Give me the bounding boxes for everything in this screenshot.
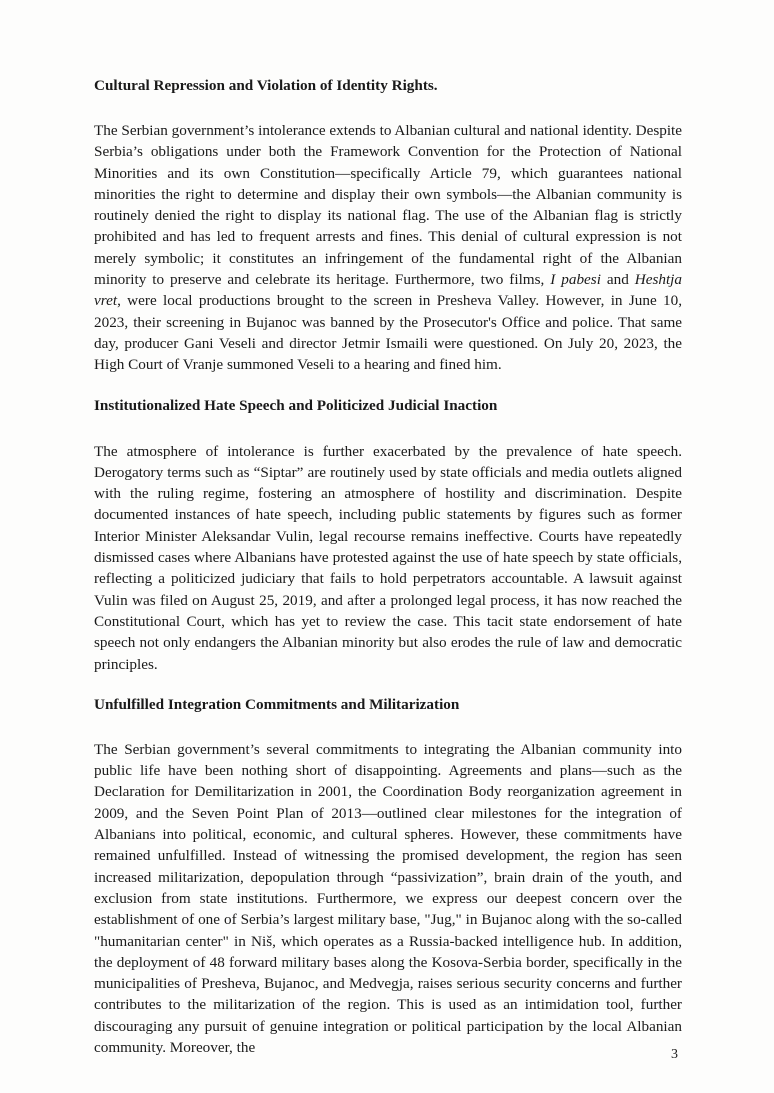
section-paragraph-cultural-repression [94,120,682,376]
section-heading-cultural-repression: Cultural Repression and Violation of Identity Rights. [94,77,438,94]
section-heading-hate-speech: Institutionalized Hate Speech and Politicized Judicial Inaction [94,396,498,414]
page-number: 3 [671,1047,678,1062]
film-title-i-pabesi: I pabesi [550,271,601,289]
page-content [94,72,682,1058]
film-title-heshtja-vret: Heshtja vret [94,271,682,310]
paragraph-text: and [600,271,635,289]
section-paragraph-hate-speech: The atmosphere of intolerance is further exacerbated by the prevalence of hate speech. Derogatory terms such as “Siptar” are routinely used by state officials and media outlets aligned with the ruling regime, fostering an atmosphere of hostility and discrimination. Despite documented instances of hate speech, including public statements by figures such as former Interior Minister Aleksandar Vulin, legal recourse remains ineffective. Courts have repeatedly dismissed cases where Albanians have protested against the use of hate speech by state officials, reflecting a politicized judiciary that fails to hold perpetrators accountable. A lawsuit against Vulin was filed on August 25, 2019, and after a prolonged legal process, it has now reached the Constitutional Court, which has yet to review the case. This tacit state endorsement of hate speech not only endangers the Albanian minority but also erodes the rule of law and democratic principles. [94,442,682,673]
section-paragraph-integration-militarization: The Serbian government’s several commitments to integrating the Albanian community into public life have been nothing short of disappointing. Agreements and plans—such as the Declaration for Demilitarization in 2001, the Coordination Body reorganization agreement in 2009, and the Seven Point Plan of 2013—outlined clear milestones for the integration of Albanians into political, economic, and cultural spheres. However, these commitments have remained unfulfilled. Instead of witnessing the promised development, the region has seen increased militarization, depopulation through “passivization”, brain drain of the youth, and exclusion from state institutions. Furthermore, we express our deepest concern over the establishment of one of Serbia’s largest military base, "Jug," in Bujanoc along with the so-called "humanitarian center" in Niš, which operates as a Russia-backed intelligence hub. In addition, the deployment of 48 forward military bases along the Kosova-Serbia border, specifically in the municipalities of Presheva, Bujanoc, and Medvegja, raises serious security concerns and further contributes to the militarization of the region. This is used as an intimidation tool, further discouraging any pursuit of genuine integration or political participation by the local Albanian community. Moreover, the [94,740,682,1056]
section-heading-integration-militarization: Unfulfilled Integration Commitments and Militarization [94,695,460,713]
paragraph-text: The Serbian government’s intolerance extends to Albanian cultural and national identity. Despite Serbia’s obligations under both the Framework Convention for the Protection of National Minorities and its own Constitution—specifically Article 79, which guarantees national minorities the right to determine and display their own symbols—the Albanian community is routinely denied the right to display its national flag. The use of the Albanian flag is strictly prohibited and has led to frequent arrests and fines. This denial of cultural expression is not merely symbolic; it constitutes an infringement of the fundamental right of the Albanian minority to preserve and celebrate its heritage. Furthermore, two films, [94,122,682,289]
paragraph-text: , were local productions brought to the screen in Presheva Valley. However, in June 10, 2023, their screening in Bujanoc was banned by the Prosecutor's Office and police. That same day, producer Gani Veseli and director Jetmir Ismaili were questioned. On July 20, 2023, the High Court of Vranje summoned Veseli to a hearing and fined him. [94,292,682,374]
